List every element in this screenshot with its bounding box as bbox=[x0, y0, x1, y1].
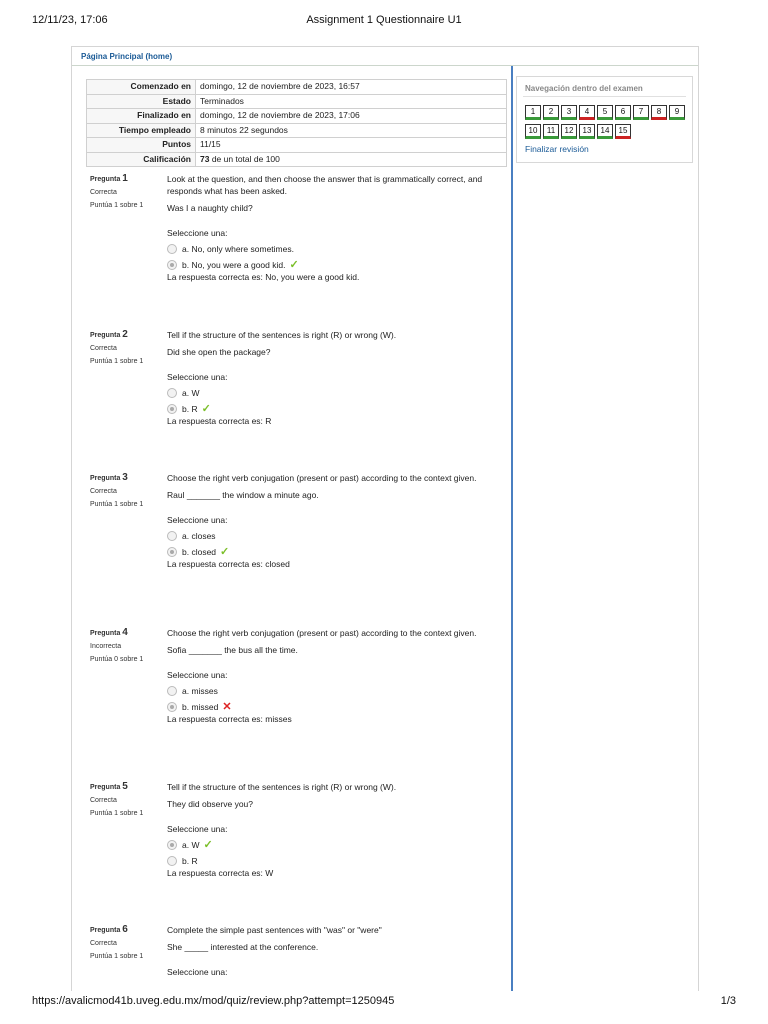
radio-button[interactable] bbox=[167, 686, 177, 696]
question-prompt: Did she open the package? bbox=[167, 347, 271, 357]
question-label: Pregunta bbox=[90, 927, 121, 934]
question-button-13[interactable]: 13 bbox=[579, 124, 595, 139]
question-info bbox=[90, 329, 166, 365]
summary-value: domingo, 12 de noviembre de 2023, 16:57 bbox=[196, 80, 507, 95]
question-text: Tell if the structure of the sentences is right (R) or wrong (W). bbox=[167, 782, 397, 792]
option-label: a. No, only where sometimes. bbox=[182, 244, 294, 254]
attempt-summary-table bbox=[86, 79, 507, 167]
check-icon: ✓ bbox=[203, 839, 213, 851]
answer-option[interactable] bbox=[167, 701, 497, 713]
question-button-12[interactable]: 12 bbox=[561, 124, 577, 139]
question-state: Correcta bbox=[90, 488, 117, 495]
summary-row bbox=[87, 80, 507, 95]
option-label: b. closed bbox=[182, 547, 217, 557]
check-icon: ✓ bbox=[201, 403, 211, 415]
option-label: b. missed bbox=[182, 702, 219, 712]
radio-button[interactable] bbox=[167, 244, 177, 254]
select-one-label: Seleccione una: bbox=[167, 372, 228, 382]
question-number: 2 bbox=[122, 329, 128, 340]
nav-title-divider bbox=[523, 96, 686, 97]
question-button-8[interactable]: 8 bbox=[651, 105, 667, 120]
summary-label: Puntos bbox=[87, 138, 196, 153]
question-button-11[interactable]: 11 bbox=[543, 124, 559, 139]
question-mark: Puntúa 1 sobre 1 bbox=[90, 953, 144, 960]
question-state: Correcta bbox=[90, 345, 117, 352]
question-content bbox=[167, 329, 497, 427]
question-button-10[interactable]: 10 bbox=[525, 124, 541, 139]
summary-row bbox=[87, 138, 507, 153]
radio-button[interactable] bbox=[167, 404, 177, 414]
answer-option[interactable] bbox=[167, 685, 497, 697]
question-button-6[interactable]: 6 bbox=[615, 105, 631, 120]
answer-option[interactable] bbox=[167, 243, 497, 255]
column-divider bbox=[511, 66, 513, 991]
question-text: Tell if the structure of the sentences is right (R) or wrong (W). bbox=[167, 330, 397, 340]
question-state: Correcta bbox=[90, 189, 117, 196]
print-document-title: Assignment 1 Questionnaire U1 bbox=[306, 14, 462, 26]
question-state: Incorrecta bbox=[90, 643, 122, 650]
question-number: 5 bbox=[122, 781, 128, 792]
answer-option[interactable] bbox=[167, 839, 497, 851]
answer-option[interactable] bbox=[167, 530, 497, 542]
radio-button[interactable] bbox=[167, 388, 177, 398]
question-mark: Puntúa 0 sobre 1 bbox=[90, 656, 144, 663]
answer-option[interactable] bbox=[167, 403, 497, 415]
question-prompt: She _____ interested at the conference. bbox=[167, 942, 319, 952]
radio-button[interactable] bbox=[167, 547, 177, 557]
question-label: Pregunta bbox=[90, 475, 121, 482]
summary-row bbox=[87, 152, 507, 167]
question-content bbox=[167, 173, 497, 283]
question-content bbox=[167, 924, 497, 978]
question-info bbox=[90, 781, 166, 817]
question-label: Pregunta bbox=[90, 176, 121, 183]
select-one-label: Seleccione una: bbox=[167, 967, 228, 977]
breadcrumb bbox=[72, 47, 698, 66]
question-info bbox=[90, 627, 166, 663]
radio-button[interactable] bbox=[167, 856, 177, 866]
question-info bbox=[90, 924, 166, 960]
question-content bbox=[167, 472, 497, 570]
answer-option[interactable] bbox=[167, 387, 497, 399]
question-button-2[interactable]: 2 bbox=[543, 105, 559, 120]
grade-value bbox=[196, 152, 507, 167]
summary-label: Comenzado en bbox=[87, 80, 196, 95]
option-label: b. No, you were a good kid. bbox=[182, 260, 286, 270]
summary-value: Terminados bbox=[196, 94, 507, 109]
question-text: Look at the question, and then choose the answer that is grammatically correct, and responds what has been asked. bbox=[167, 174, 483, 196]
question-button-5[interactable]: 5 bbox=[597, 105, 613, 120]
check-icon: ✓ bbox=[220, 546, 230, 558]
question-button-15[interactable]: 15 bbox=[615, 124, 631, 139]
quiz-navigation-title: Navegación dentro del examen bbox=[525, 84, 643, 93]
summary-label: Tiempo empleado bbox=[87, 123, 196, 138]
print-datetime: 12/11/23, 17:06 bbox=[32, 14, 108, 26]
summary-row bbox=[87, 109, 507, 124]
correct-answer-text: La respuesta correcta es: misses bbox=[167, 714, 292, 724]
print-page-number: 1/3 bbox=[720, 995, 736, 1007]
question-info bbox=[90, 173, 166, 209]
question-buttons bbox=[525, 105, 690, 143]
question-button-7[interactable]: 7 bbox=[633, 105, 649, 120]
grade-total: de un total de 100 bbox=[209, 153, 280, 164]
question-mark: Puntúa 1 sobre 1 bbox=[90, 358, 144, 365]
summary-row bbox=[87, 123, 507, 138]
question-mark: Puntúa 1 sobre 1 bbox=[90, 202, 144, 209]
question-text: Choose the right verb conjugation (present or past) according to the context given. bbox=[167, 473, 477, 483]
print-header bbox=[0, 14, 768, 30]
option-label: a. W bbox=[182, 388, 200, 398]
question-info bbox=[90, 472, 166, 508]
correct-answer-text: La respuesta correcta es: closed bbox=[167, 559, 290, 569]
question-text: Complete the simple past sentences with "was" or "were" bbox=[167, 925, 382, 935]
question-content bbox=[167, 781, 497, 879]
question-number: 4 bbox=[122, 627, 128, 638]
question-text: Choose the right verb conjugation (present or past) according to the context given. bbox=[167, 628, 477, 638]
question-label: Pregunta bbox=[90, 332, 121, 339]
summary-value: 8 minutos 22 segundos bbox=[196, 123, 507, 138]
radio-button[interactable] bbox=[167, 260, 177, 270]
incorrect-icon: ✕ bbox=[222, 701, 232, 713]
correct-answer-text: La respuesta correcta es: R bbox=[167, 416, 272, 426]
question-prompt: Was I a naughty child? bbox=[167, 203, 253, 213]
question-number: 6 bbox=[122, 924, 128, 935]
question-button-4[interactable]: 4 bbox=[579, 105, 595, 120]
select-one-label: Seleccione una: bbox=[167, 824, 228, 834]
question-label: Pregunta bbox=[90, 784, 121, 791]
summary-label: Estado bbox=[87, 94, 196, 109]
summary-value: 11/15 bbox=[196, 138, 507, 153]
correct-answer-text: La respuesta correcta es: No, you were a good kid. bbox=[167, 272, 360, 282]
question-number: 1 bbox=[122, 173, 128, 184]
question-mark: Puntúa 1 sobre 1 bbox=[90, 501, 144, 508]
check-icon: ✓ bbox=[289, 259, 299, 271]
quiz-navigation-block bbox=[516, 76, 693, 163]
option-label: a. W bbox=[182, 840, 200, 850]
answer-option[interactable] bbox=[167, 855, 497, 867]
summary-value: domingo, 12 de noviembre de 2023, 17:06 bbox=[196, 109, 507, 124]
grade-score: 73 bbox=[200, 153, 210, 164]
question-button-3[interactable]: 3 bbox=[561, 105, 577, 120]
quiz-review-page bbox=[71, 46, 699, 991]
summary-label: Finalizado en bbox=[87, 109, 196, 124]
question-prompt: Raul _______ the window a minute ago. bbox=[167, 490, 319, 500]
question-number: 3 bbox=[122, 472, 128, 483]
option-label: b. R bbox=[182, 856, 198, 866]
summary-row bbox=[87, 94, 507, 109]
question-label: Pregunta bbox=[90, 630, 121, 637]
question-state: Correcta bbox=[90, 940, 117, 947]
question-button-14[interactable]: 14 bbox=[597, 124, 613, 139]
answer-option[interactable] bbox=[167, 546, 497, 558]
option-label: b. R bbox=[182, 404, 198, 414]
question-mark: Puntúa 1 sobre 1 bbox=[90, 810, 144, 817]
select-one-label: Seleccione una: bbox=[167, 670, 228, 680]
select-one-label: Seleccione una: bbox=[167, 515, 228, 525]
print-url: https://avalicmod41b.uveg.edu.mx/mod/quiz/review.php?attempt=1250945 bbox=[32, 995, 395, 1007]
summary-label: Calificación bbox=[87, 152, 196, 167]
question-content bbox=[167, 627, 497, 725]
option-label: a. misses bbox=[182, 686, 218, 696]
radio-button[interactable] bbox=[167, 702, 177, 712]
question-prompt: Sofia _______ the bus all the time. bbox=[167, 645, 298, 655]
question-button-1[interactable]: 1 bbox=[525, 105, 541, 120]
radio-button[interactable] bbox=[167, 840, 177, 850]
question-button-9[interactable]: 9 bbox=[669, 105, 685, 120]
breadcrumb-home-link[interactable]: Página Principal (home) bbox=[81, 52, 173, 61]
finish-review-link[interactable]: Finalizar revisión bbox=[525, 144, 589, 154]
option-label: a. closes bbox=[182, 531, 216, 541]
question-state: Correcta bbox=[90, 797, 117, 804]
select-one-label: Seleccione una: bbox=[167, 228, 228, 238]
radio-button[interactable] bbox=[167, 531, 177, 541]
answer-option[interactable] bbox=[167, 259, 497, 271]
question-prompt: They did observe you? bbox=[167, 799, 253, 809]
correct-answer-text: La respuesta correcta es: W bbox=[167, 868, 274, 878]
